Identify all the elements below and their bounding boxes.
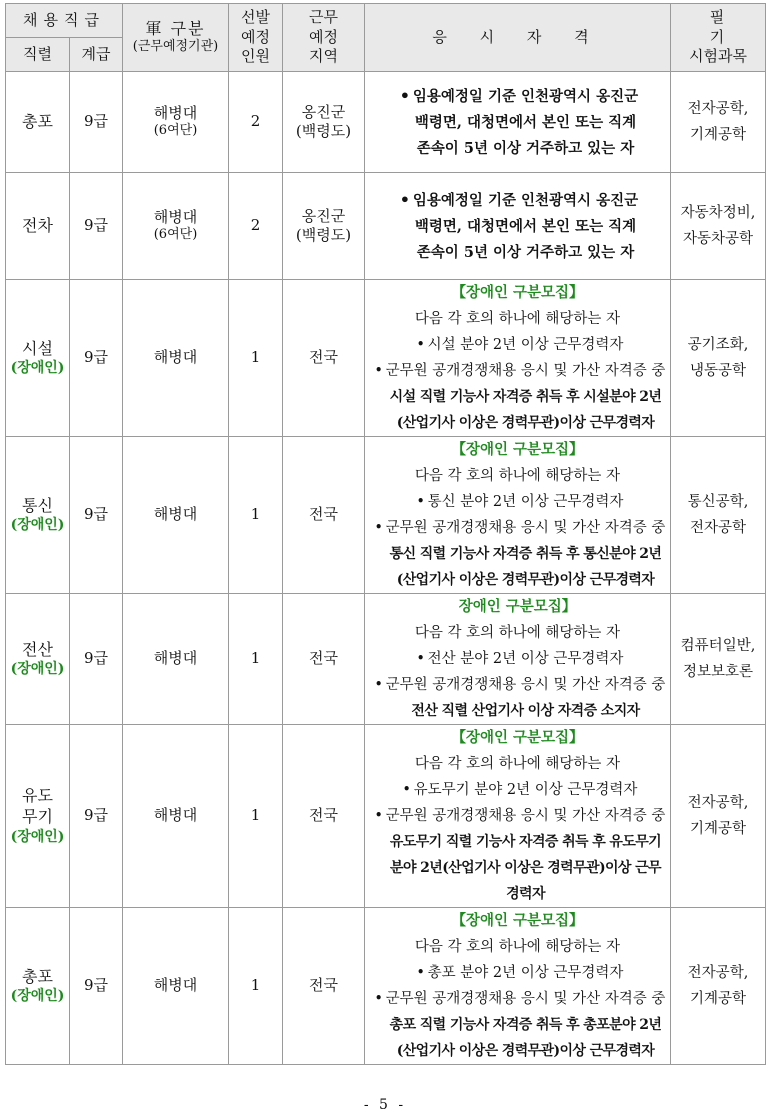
military-sub: (6여단)	[153, 227, 198, 243]
disabled-tag: (장애인)	[10, 988, 65, 1005]
cell-position	[6, 437, 70, 594]
subject-line: 기계공학	[689, 991, 747, 1007]
subject-line: 자동차정비,	[680, 205, 756, 221]
cell-selection-count: 1	[229, 594, 283, 725]
subject-line: 정보보호론	[682, 664, 754, 680]
header-military-div	[123, 4, 229, 72]
cell-qualification	[365, 173, 671, 280]
header-qualification: 응 시 자 격	[365, 4, 671, 72]
subject-line: 전자공학,	[687, 965, 749, 981]
bullet-icon: •	[374, 520, 383, 536]
cell-military	[123, 908, 229, 1065]
qualification-line	[365, 240, 670, 266]
qualification-line	[365, 751, 670, 777]
qualification-line	[365, 855, 670, 881]
bullet-icon: •	[399, 189, 410, 209]
qualification-line	[365, 384, 670, 410]
qualification-line	[365, 306, 670, 332]
cell-qualification	[365, 908, 671, 1065]
cell-work-area	[283, 72, 365, 173]
military-name: 해병대	[153, 348, 198, 367]
qualification-line	[365, 567, 670, 593]
qualification-text: 임용예정일 기준 인천광역시 옹진군	[412, 87, 639, 105]
cell-work-area	[283, 280, 365, 437]
page-number: - 5 -	[363, 1097, 407, 1113]
header-military-div-sub: (근무예정기관)	[132, 39, 219, 55]
qualification-text: 통신 직렬 기능사 자격증 취득 후 통신분야 2년	[389, 546, 662, 562]
subject-line: 냉동공학	[689, 363, 747, 379]
table-row	[6, 908, 766, 1065]
work-area-line: 전국	[309, 806, 338, 825]
cell-military	[123, 725, 229, 908]
cell-military	[123, 594, 229, 725]
table-row	[6, 594, 766, 725]
military-name: 해병대	[153, 505, 198, 524]
bullet-icon: •	[374, 991, 383, 1007]
qualification-line	[365, 698, 670, 724]
cell-selection-count: 1	[229, 280, 283, 437]
qualification-text: 군무원 공개경쟁채용 응시 및 가산 자격증 중	[385, 363, 666, 379]
cell-written-subjects	[671, 908, 766, 1065]
qualification-line	[365, 986, 670, 1012]
subject-line: 자동차공학	[682, 231, 754, 247]
table-row	[6, 437, 766, 594]
subject-line: 공기조화,	[687, 337, 749, 353]
qualification-line	[365, 1038, 670, 1064]
position-name: 무기	[22, 806, 53, 826]
qualification-text: 시설 분야 2년 이상 근무경력자	[427, 337, 624, 353]
qualification-line	[365, 672, 670, 698]
qualification-line	[365, 646, 670, 672]
qualification-text: 시설 직렬 기능사 자격증 취득 후 시설분야 2년	[389, 389, 662, 405]
header-grade: 계급	[70, 38, 123, 72]
qualification-line	[365, 410, 670, 436]
header-work-area	[283, 4, 365, 72]
bullet-icon: •	[374, 808, 383, 824]
qualification-line	[365, 187, 670, 214]
cell-written-subjects	[671, 594, 766, 725]
cell-selection-count: 2	[229, 173, 283, 280]
bullet-icon: •	[416, 651, 425, 667]
cell-written-subjects	[671, 725, 766, 908]
subject-line: 전자공학,	[687, 101, 749, 117]
qualification-line	[365, 463, 670, 489]
qualification-text: (산업기사 이상은 경력무관)이상 근무경력자	[396, 415, 655, 431]
cell-qualification	[365, 280, 671, 437]
qualification-text: 군무원 공개경쟁채용 응시 및 가산 자격증 중	[385, 520, 666, 536]
qualification-text: 경력자	[506, 886, 545, 902]
work-area-line: 전국	[309, 505, 338, 524]
qualification-line	[365, 881, 670, 907]
qualification-text: (산업기사 이상은 경력무관)이상 근무경력자	[396, 1043, 655, 1059]
cell-position	[6, 725, 70, 908]
qualification-text: 다음 각 호의 하나에 해당하는 자	[414, 625, 621, 641]
bullet-icon: •	[416, 337, 425, 353]
qualification-line	[365, 83, 670, 110]
cell-work-area	[283, 908, 365, 1065]
cell-grade: 9급	[70, 908, 123, 1065]
military-name: 해병대	[153, 207, 198, 226]
bullet-icon: •	[416, 965, 425, 981]
bullet-icon: •	[402, 782, 411, 798]
cell-position	[6, 173, 70, 280]
qualification-line	[365, 136, 670, 162]
work-area-line: 전국	[309, 348, 338, 367]
position-name: 전차	[22, 215, 53, 235]
header-selection-count-line-3: 인원	[241, 47, 270, 66]
cell-work-area	[283, 173, 365, 280]
military-sub: (6여단)	[153, 123, 198, 139]
cell-selection-count: 2	[229, 72, 283, 173]
qualification-line	[365, 908, 670, 934]
qualification-text: 【장애인 구분모집】	[451, 441, 584, 458]
header-work-area-line-3: 지역	[309, 47, 338, 66]
cell-qualification	[365, 72, 671, 173]
work-area-line: 옹진군	[301, 206, 346, 225]
header-selection-count	[229, 4, 283, 72]
cell-position	[6, 280, 70, 437]
position-name: 시설	[22, 338, 53, 358]
header-written-subjects-line-1: 필 기	[709, 8, 747, 46]
bullet-icon: •	[399, 85, 410, 105]
table-row	[6, 725, 766, 908]
qualification-text: 다음 각 호의 하나에 해당하는 자	[414, 939, 621, 955]
header-work-area-line-2: 예정	[309, 27, 338, 46]
qualification-text: 존속이 5년 이상 거주하고 있는 자	[416, 139, 635, 157]
qualification-text: 전산 직렬 산업기사 이상 자격증 소지자	[411, 703, 640, 719]
cell-grade: 9급	[70, 72, 123, 173]
qualification-text: 백령면, 대청면에서 본인 또는 직계	[414, 113, 637, 131]
military-name: 해병대	[153, 649, 198, 668]
qualification-text: 【장애인 구분모집】	[451, 912, 584, 929]
disabled-tag: (장애인)	[10, 360, 65, 377]
qualification-text: 유도무기 분야 2년 이상 근무경력자	[413, 782, 638, 798]
qualification-text: (산업기사 이상은 경력무관)이상 근무경력자	[396, 572, 655, 588]
header-military-div-label: 軍 구분	[145, 18, 206, 38]
subject-line: 컴퓨터일반,	[680, 638, 756, 654]
cell-written-subjects	[671, 437, 766, 594]
qualification-line	[365, 934, 670, 960]
qualification-text: 다음 각 호의 하나에 해당하는 자	[414, 468, 621, 484]
military-name: 해병대	[153, 806, 198, 825]
header-written-subjects-line-2: 시험과목	[689, 47, 747, 66]
cell-work-area	[283, 725, 365, 908]
qualification-text: 통신 분야 2년 이상 근무경력자	[427, 494, 624, 510]
qualification-line	[365, 1012, 670, 1038]
header-position: 직렬	[6, 38, 70, 72]
qualification-text: 군무원 공개경쟁채용 응시 및 가산 자격증 중	[385, 808, 666, 824]
cell-position	[6, 594, 70, 725]
qualification-line	[365, 777, 670, 803]
recruitment-table	[5, 3, 766, 1065]
cell-military	[123, 72, 229, 173]
qualification-text: 임용예정일 기준 인천광역시 옹진군	[412, 191, 639, 209]
cell-position	[6, 908, 70, 1065]
qualification-line	[365, 110, 670, 136]
qualification-line	[365, 515, 670, 541]
work-area-line: (백령도)	[295, 122, 352, 140]
header-selection-count-line-2: 예정	[241, 27, 270, 46]
cell-selection-count: 1	[229, 908, 283, 1065]
qualification-line	[365, 541, 670, 567]
qualification-line	[365, 620, 670, 646]
qualification-text: 군무원 공개경쟁채용 응시 및 가산 자격증 중	[385, 677, 666, 693]
subject-line: 기계공학	[689, 821, 747, 837]
cell-military	[123, 280, 229, 437]
qualification-line	[365, 594, 670, 620]
cell-grade: 9급	[70, 725, 123, 908]
qualification-line	[365, 960, 670, 986]
qualification-text: 【장애인 구분모집】	[451, 729, 584, 746]
qualification-line	[365, 437, 670, 463]
qualification-text: 존속이 5년 이상 거주하고 있는 자	[416, 243, 635, 261]
bullet-icon: •	[374, 677, 383, 693]
cell-work-area	[283, 437, 365, 594]
bullet-icon: •	[416, 494, 425, 510]
header-work-area-line-1: 근무	[309, 8, 338, 27]
cell-grade: 9급	[70, 280, 123, 437]
table-row	[6, 280, 766, 437]
qualification-text: 군무원 공개경쟁채용 응시 및 가산 자격증 중	[385, 991, 666, 1007]
subject-line: 전자공학,	[687, 795, 749, 811]
qualification-text: 총포 분야 2년 이상 근무경력자	[427, 965, 624, 981]
header-written-subjects	[671, 4, 766, 72]
cell-work-area	[283, 594, 365, 725]
cell-grade: 9급	[70, 437, 123, 594]
header-recruit-grade: 채용직급	[6, 4, 123, 38]
disabled-tag: (장애인)	[10, 828, 65, 845]
disabled-tag: (장애인)	[10, 661, 65, 678]
qualification-text: 유도무기 직렬 기능사 자격증 취득 후 유도무기	[389, 834, 662, 850]
cell-grade: 9급	[70, 594, 123, 725]
qualification-text: 다음 각 호의 하나에 해당하는 자	[414, 756, 621, 772]
cell-selection-count: 1	[229, 437, 283, 594]
qualification-line	[365, 725, 670, 751]
position-name: 유도	[22, 786, 53, 806]
position-name: 총포	[22, 966, 53, 986]
cell-written-subjects	[671, 72, 766, 173]
cell-qualification	[365, 437, 671, 594]
subject-line: 기계공학	[689, 127, 747, 143]
qualification-text: 총포 직렬 기능사 자격증 취득 후 총포분야 2년	[389, 1017, 662, 1033]
work-area-line: 전국	[309, 649, 338, 668]
qualification-line	[365, 358, 670, 384]
table-row	[6, 72, 766, 173]
military-name: 해병대	[153, 976, 198, 995]
work-area-line: (백령도)	[295, 226, 352, 244]
qualification-line	[365, 214, 670, 240]
work-area-line: 옹진군	[301, 102, 346, 121]
cell-qualification	[365, 725, 671, 908]
qualification-line	[365, 280, 670, 306]
position-name: 통신	[22, 495, 53, 515]
qualification-line	[365, 803, 670, 829]
qualification-line	[365, 829, 670, 855]
qualification-text: 백령면, 대청면에서 본인 또는 직계	[414, 217, 637, 235]
cell-qualification	[365, 594, 671, 725]
qualification-line	[365, 332, 670, 358]
position-name: 전산	[22, 639, 53, 659]
position-name: 총포	[22, 111, 53, 131]
qualification-text: 장애인 구분모집】	[458, 598, 577, 615]
disabled-tag: (장애인)	[10, 517, 65, 534]
qualification-text: 전산 분야 2년 이상 근무경력자	[427, 651, 624, 667]
qualification-text: 【장애인 구분모집】	[451, 284, 584, 301]
cell-written-subjects	[671, 280, 766, 437]
work-area-line: 전국	[309, 976, 338, 995]
qualification-text: 다음 각 호의 하나에 해당하는 자	[414, 311, 621, 327]
cell-written-subjects	[671, 173, 766, 280]
cell-position	[6, 72, 70, 173]
cell-grade: 9급	[70, 173, 123, 280]
qualification-line	[365, 489, 670, 515]
military-name: 해병대	[153, 103, 198, 122]
table-row	[6, 173, 766, 280]
cell-selection-count: 1	[229, 725, 283, 908]
cell-military	[123, 437, 229, 594]
subject-line: 통신공학,	[687, 494, 749, 510]
subject-line: 전자공학	[689, 520, 747, 536]
bullet-icon: •	[374, 363, 383, 379]
header-selection-count-line-1: 선발	[241, 8, 270, 27]
qualification-text: 분야 2년(산업기사 이상은 경력무관)이상 근무	[390, 860, 661, 876]
cell-military	[123, 173, 229, 280]
